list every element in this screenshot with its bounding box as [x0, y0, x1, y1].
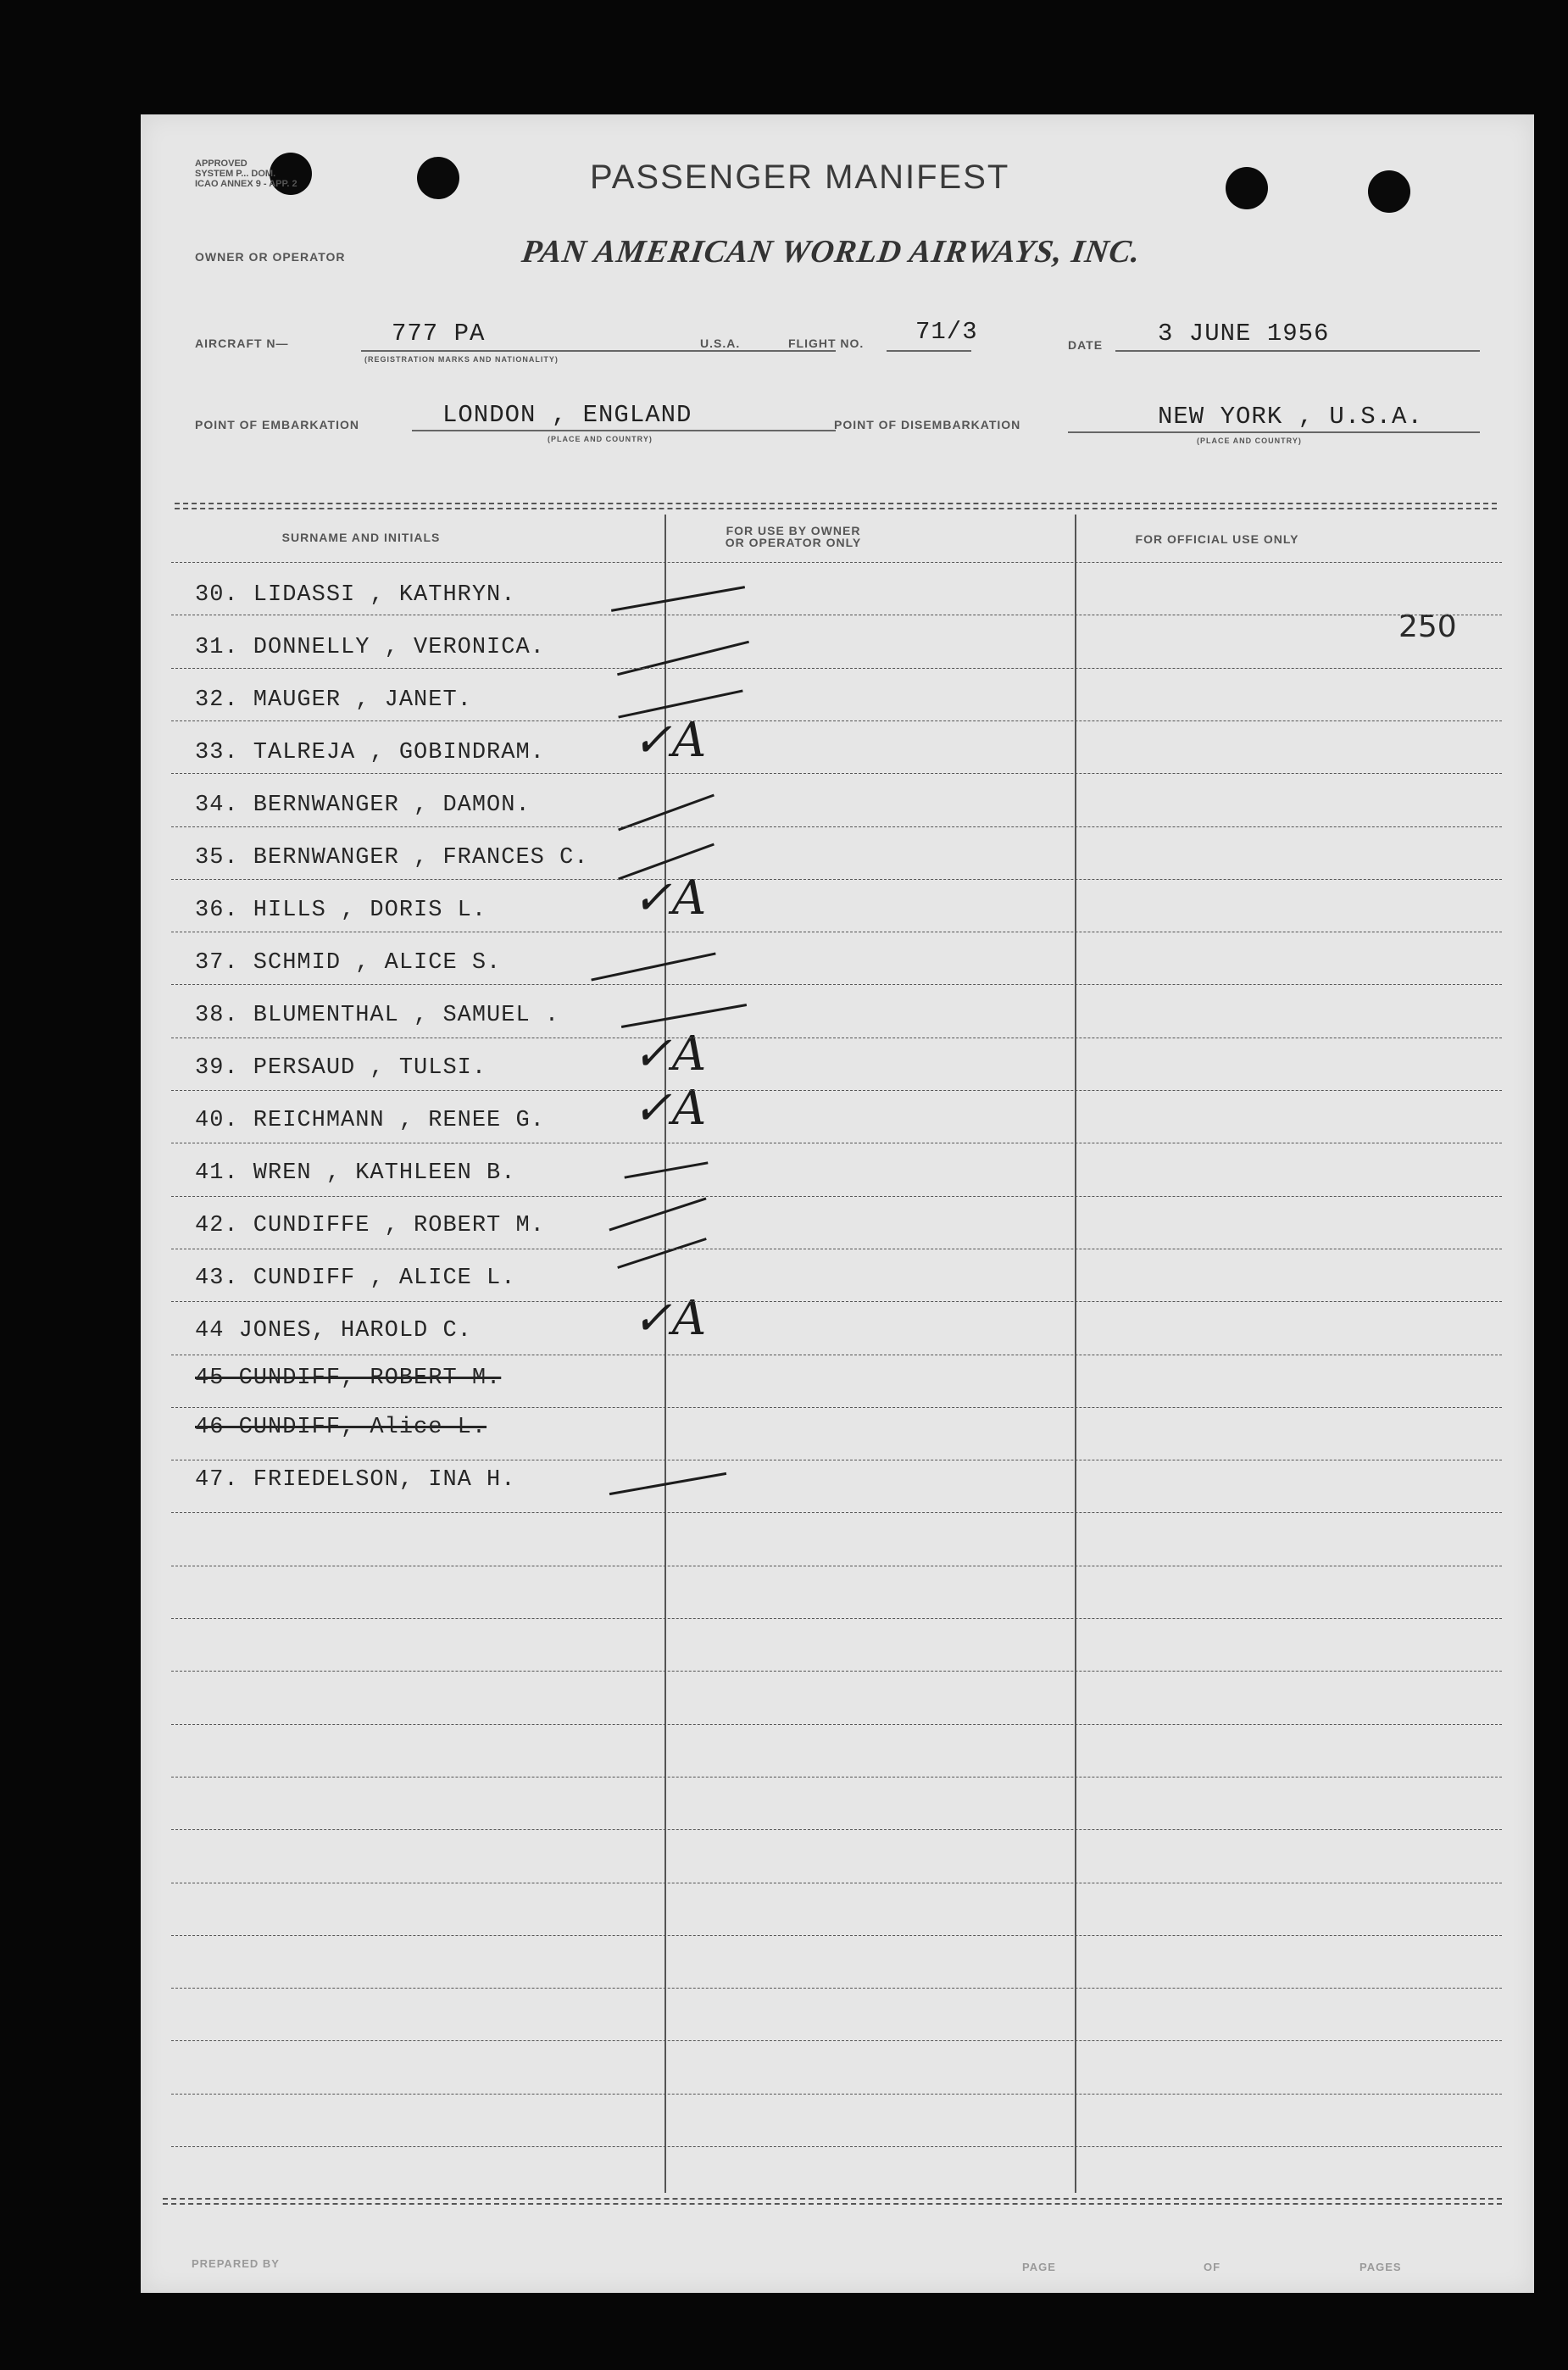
- passenger-row-38: 38. BLUMENTHAL , SAMUEL .: [195, 1003, 560, 1028]
- passenger-row-32: 32. MAUGER , JANET.: [195, 687, 472, 713]
- handwritten-mark-33: ✓A: [632, 713, 707, 768]
- row-rule: [171, 1935, 1502, 1936]
- passenger-row-45: 45 CUNDIFF, ROBERT M.: [195, 1366, 502, 1391]
- passenger-row-35: 35. BERNWANGER , FRANCES C.: [195, 845, 589, 871]
- row-rule: [171, 1618, 1502, 1619]
- page-title: PASSENGER MANIFEST: [590, 159, 1010, 196]
- passenger-row-34: 34. BERNWANGER , DAMON.: [195, 793, 531, 818]
- disembark-value: NEW YORK , U.S.A.: [1158, 403, 1423, 431]
- manifest-sheet: [141, 114, 1534, 2293]
- row-rule: [171, 1777, 1502, 1778]
- embark-label: POINT OF EMBARKATION: [195, 418, 359, 431]
- handwritten-mark-44: ✓A: [632, 1291, 707, 1346]
- check-tick: [609, 1472, 726, 1495]
- disembark-label: POINT OF DISEMBARKATION: [834, 418, 1021, 431]
- passenger-row-39: 39. PERSAUD , TULSI.: [195, 1055, 487, 1081]
- punch-hole-4: [1368, 170, 1410, 213]
- passenger-row-47: 47. FRIEDELSON, INA H.: [195, 1467, 516, 1493]
- row-rule: [171, 1196, 1502, 1197]
- page-label: PAGE: [1022, 2261, 1056, 2273]
- passenger-row-33: 33. TALREJA , GOBINDRAM.: [195, 740, 545, 765]
- passenger-row-41: 41. WREN , KATHLEEN B.: [195, 1160, 516, 1186]
- row-rule: [171, 668, 1502, 669]
- column-owner-use: FOR USE BY OWNER OR OPERATOR ONLY: [725, 524, 862, 549]
- date-value: 3 JUNE 1956: [1158, 320, 1330, 348]
- disembark-sublabel: (PLACE AND COUNTRY): [1197, 437, 1302, 445]
- flight-label: FLIGHT NO.: [788, 337, 865, 350]
- row-rule: [171, 1301, 1502, 1302]
- row-rule: [171, 2040, 1502, 2041]
- pages-label: PAGES: [1359, 2261, 1402, 2273]
- row-rule: [171, 2094, 1502, 2095]
- owner-value: PAN AMERICAN WORLD AIRWAYS, INC.: [520, 234, 1143, 270]
- official-note: 250: [1398, 609, 1457, 644]
- row-rule: [171, 2146, 1502, 2147]
- check-tick: [621, 1004, 747, 1028]
- row-rule: [171, 1988, 1502, 1989]
- row-rule: [171, 1829, 1502, 1830]
- owner-label: OWNER OR OPERATOR: [195, 250, 346, 264]
- column-official-use: FOR OFFICIAL USE ONLY: [1135, 532, 1299, 546]
- flight-value: 71/3: [915, 318, 978, 346]
- row-rule: [171, 1407, 1502, 1408]
- aircraft-label: AIRCRAFT N—: [195, 337, 289, 350]
- handwritten-mark-40: ✓A: [632, 1081, 707, 1136]
- check-tick: [617, 641, 749, 676]
- usa-label: U.S.A.: [700, 337, 741, 350]
- passenger-row-36: 36. HILLS , DORIS L.: [195, 898, 487, 923]
- row-rule: [171, 1724, 1502, 1725]
- handwritten-mark-36: ✓A: [632, 871, 707, 926]
- row-rule: [171, 773, 1502, 774]
- row-rule: [171, 1512, 1502, 1513]
- check-tick: [624, 1161, 708, 1178]
- passenger-row-40: 40. REICHMANN , RENEE G.: [195, 1108, 545, 1133]
- passenger-row-43: 43. CUNDIFF , ALICE L.: [195, 1266, 516, 1291]
- embark-sublabel: (PLACE AND COUNTRY): [548, 435, 653, 443]
- row-rule: [171, 720, 1502, 721]
- aircraft-sublabel: (REGISTRATION MARKS AND NATIONALITY): [364, 355, 559, 364]
- of-label: OF: [1204, 2261, 1221, 2273]
- prepared-by-label: PREPARED BY: [192, 2257, 280, 2270]
- punch-hole-2: [417, 157, 459, 199]
- aircraft-value: 777 PA: [392, 320, 486, 348]
- check-tick: [609, 1198, 706, 1232]
- handwritten-mark-39: ✓A: [632, 1026, 707, 1082]
- row-rule: [171, 826, 1502, 827]
- punch-hole-3: [1226, 167, 1268, 209]
- column-name: SURNAME AND INITIALS: [281, 531, 441, 544]
- passenger-row-37: 37. SCHMID , ALICE S.: [195, 950, 502, 976]
- check-tick: [617, 1238, 707, 1269]
- row-rule: [171, 1671, 1502, 1672]
- row-rule: [171, 984, 1502, 985]
- check-tick: [611, 586, 745, 612]
- embark-value: LONDON , ENGLAND: [442, 401, 692, 429]
- check-tick: [618, 794, 714, 832]
- passenger-row-42: 42. CUNDIFFE , ROBERT M.: [195, 1213, 545, 1238]
- row-rule: [171, 1090, 1502, 1091]
- date-label: DATE: [1068, 338, 1104, 352]
- check-tick: [591, 952, 715, 981]
- passenger-row-44: 44 JONES, HAROLD C.: [195, 1318, 472, 1344]
- row-rule: [171, 879, 1502, 880]
- row-rule: [171, 562, 1502, 563]
- passenger-row-30: 30. LIDASSI , KATHRYN.: [195, 582, 516, 608]
- passenger-row-31: 31. DONNELLY , VERONICA.: [195, 635, 545, 660]
- passenger-row-46: 46 CUNDIFF, Alice L.: [195, 1415, 487, 1440]
- approval-stamp: APPROVED SYSTEM P... DOM. ICAO ANNEX 9 - APP. 2: [195, 159, 297, 189]
